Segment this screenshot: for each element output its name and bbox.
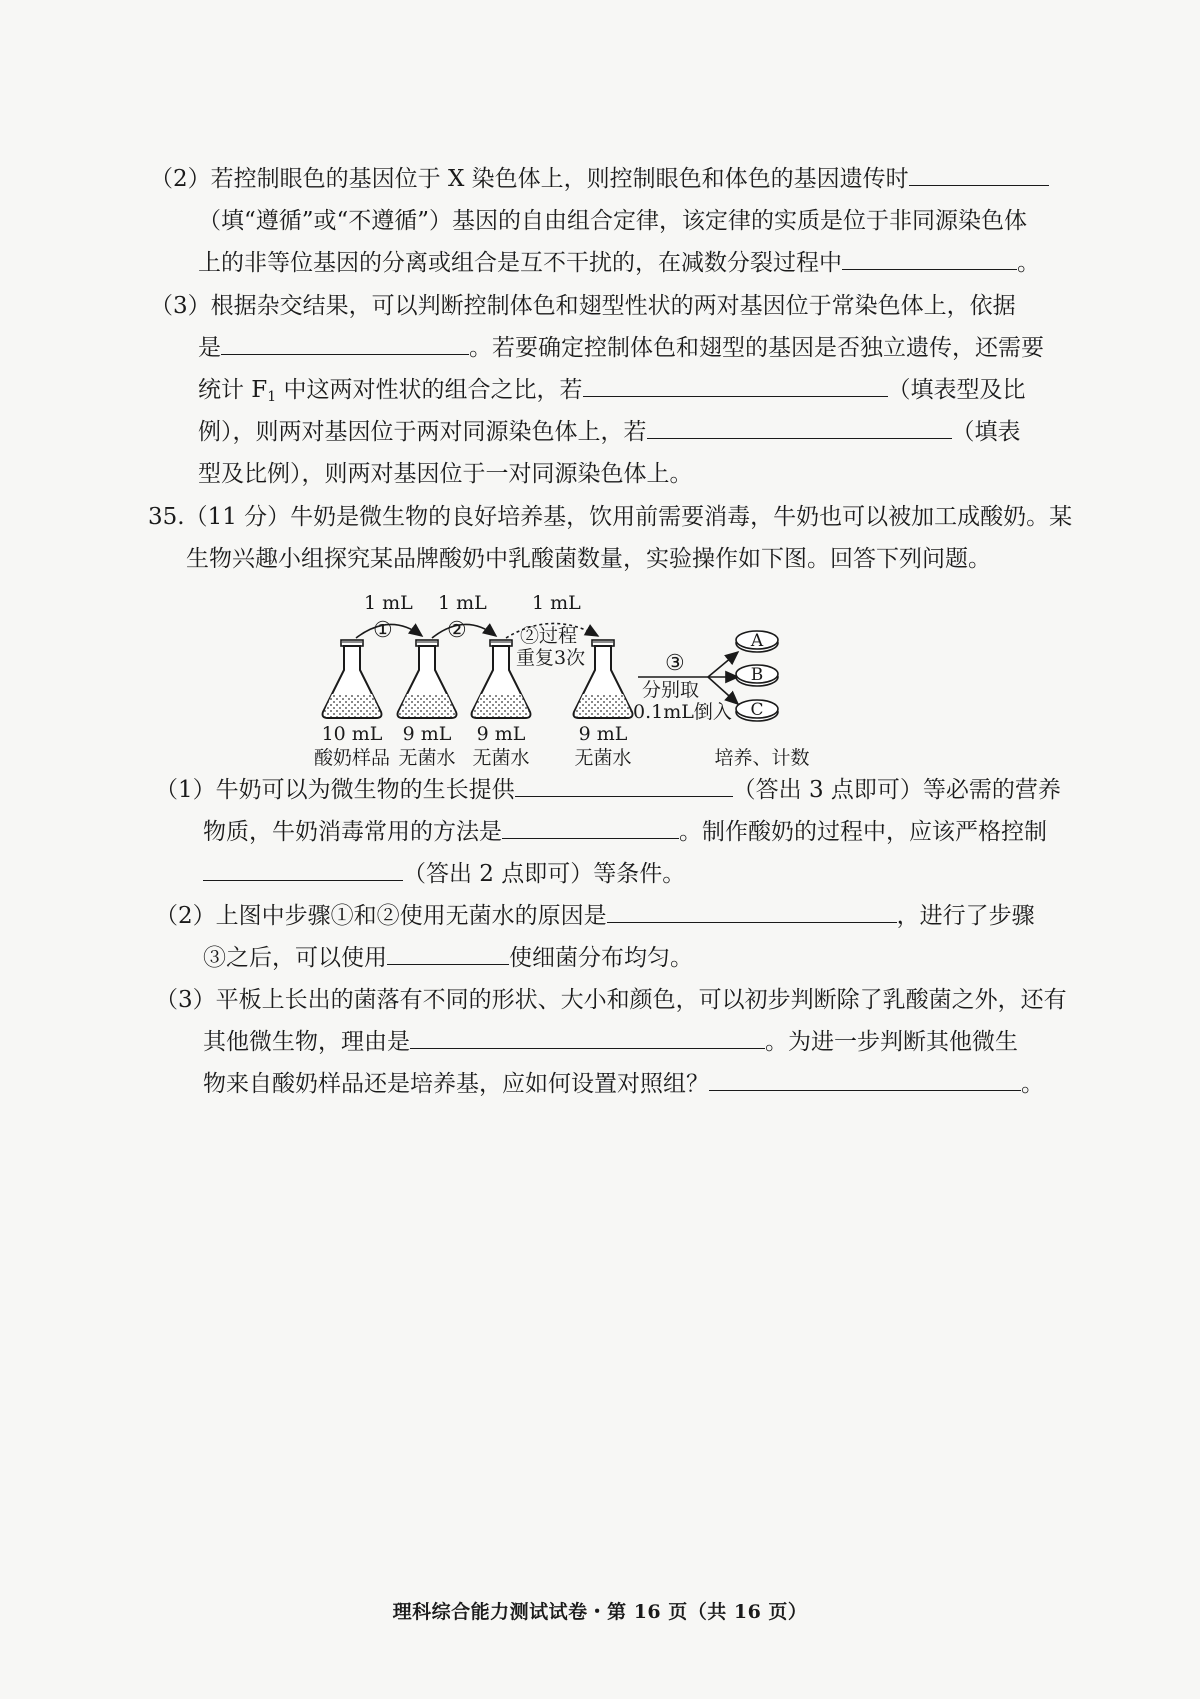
s1-line1-text: （1）牛奶可以为微生物的生长提供 bbox=[155, 777, 515, 803]
s1-line1 bbox=[155, 773, 1061, 807]
answer-blank[interactable] bbox=[583, 374, 888, 397]
s3-line3-text: 物来自酸奶样品还是培养基，应如何设置对照组？ bbox=[203, 1071, 709, 1097]
petri-dish-b bbox=[736, 665, 778, 686]
flask-sterile-water-1 bbox=[398, 640, 457, 718]
answer-blank[interactable] bbox=[709, 1068, 1021, 1091]
step-3-text-line2: 0.1mL倒入 bbox=[633, 701, 732, 723]
s2-line2-text2: 使细菌分布均匀。 bbox=[509, 945, 693, 971]
s3-line2-text: 其他微生物，理由是 bbox=[203, 1029, 410, 1055]
s2-line2-text: ③之后，可以使用 bbox=[203, 945, 387, 971]
q3-line2-text: 是 bbox=[198, 335, 221, 361]
step-2-repeat-line1: ②过程 bbox=[520, 625, 578, 647]
q2-line3 bbox=[198, 246, 1040, 280]
s3-line2 bbox=[203, 1025, 1018, 1059]
q3-line3 bbox=[198, 373, 1026, 414]
step-3-text-line1: 分别取 bbox=[642, 679, 700, 701]
answer-blank[interactable] bbox=[647, 416, 952, 439]
s3-line3 bbox=[203, 1067, 1044, 1101]
q3-line4 bbox=[198, 415, 1021, 449]
q2-line1-text: （2）若控制眼色的基因位于 X 染色体上，则控制眼色和体色的基因遗传时 bbox=[150, 166, 909, 192]
s2-line2 bbox=[203, 941, 693, 975]
answer-blank[interactable] bbox=[607, 900, 897, 923]
flask3-name: 无菌水 bbox=[472, 747, 530, 769]
s1-line2-text2: 。制作酸奶的过程中，应该严格控制 bbox=[679, 819, 1047, 845]
s2-line1 bbox=[155, 899, 1035, 933]
q35-line1: 35.（11 分）牛奶是微生物的良好培养基，饮用前需要消毒，牛奶也可以被加工成酸奶。某 bbox=[148, 504, 1073, 530]
s1-line3 bbox=[203, 857, 685, 891]
q2-line2: （填“遵循”或“不遵循”）基因的自由组合定律，该定律的实质是位于非同源染色体 bbox=[198, 208, 1028, 234]
answer-blank[interactable] bbox=[842, 247, 1017, 270]
q3-line4-text: 例），则两对基因位于两对同源染色体上，若 bbox=[198, 419, 647, 445]
s3-line2-text2: 。为进一步判断其他微生 bbox=[765, 1029, 1018, 1055]
answer-blank[interactable] bbox=[410, 1026, 765, 1049]
q3-line2 bbox=[198, 331, 1044, 365]
q2-line3-end: 。 bbox=[1017, 250, 1040, 276]
transfer-volume-3: 1 mL bbox=[532, 592, 581, 614]
q3-line5: 型及比例），则两对基因位于一对同源染色体上。 bbox=[198, 461, 693, 487]
s1-line3-text: （答出 2 点即可）等条件。 bbox=[403, 861, 686, 887]
flask1-name: 酸奶样品 bbox=[313, 747, 391, 769]
flask4-name: 无菌水 bbox=[574, 747, 632, 769]
q3-line3-text3: （填表型及比 bbox=[887, 377, 1026, 403]
step-2-repeat-line2: 重复3次 bbox=[516, 647, 586, 669]
q3-line3-text2: 中这两对性状的组合之比，若 bbox=[276, 377, 583, 403]
plate-a-label: A bbox=[750, 631, 764, 651]
flask1-volume: 10 mL bbox=[321, 723, 383, 745]
flask2-name: 无菌水 bbox=[398, 747, 456, 769]
answer-blank[interactable] bbox=[387, 942, 509, 965]
step-1-label: ① bbox=[373, 618, 393, 643]
petri-dish-c bbox=[736, 700, 778, 721]
s1-line1-text2: （答出 3 点即可）等必需的营养 bbox=[732, 777, 1061, 803]
answer-blank[interactable] bbox=[221, 332, 469, 355]
step-3-label: ③ bbox=[665, 651, 685, 676]
q3-line1: （3）根据杂交结果，可以判断控制体色和翅型性状的两对基因位于常染色体上，依据 bbox=[150, 293, 1016, 319]
culture-count-label: 培养、计数 bbox=[714, 747, 810, 769]
arrow-to-plate-a bbox=[708, 652, 738, 677]
s3-line3-end: 。 bbox=[1021, 1071, 1044, 1097]
flask-yogurt-sample bbox=[323, 640, 382, 718]
s2-line1-text2: ，进行了步骤 bbox=[896, 903, 1035, 929]
s3-line1: （3）平板上长出的菌落有不同的形状、大小和颜色，可以初步判断除了乳酸菌之外，还有 bbox=[155, 987, 1067, 1013]
answer-blank[interactable] bbox=[515, 774, 733, 797]
s2-line1-text: （2）上图中步骤①和②使用无菌水的原因是 bbox=[155, 903, 607, 929]
plate-c-label: C bbox=[750, 700, 764, 720]
s1-line2 bbox=[203, 815, 1047, 849]
petri-dish-a bbox=[736, 631, 778, 652]
answer-blank[interactable] bbox=[502, 816, 679, 839]
transfer-volume-2: 1 mL bbox=[438, 592, 487, 614]
flask4-volume: 9 mL bbox=[578, 723, 628, 745]
s1-line2-text: 物质，牛奶消毒常用的方法是 bbox=[203, 819, 502, 845]
answer-blank[interactable] bbox=[909, 163, 1049, 186]
flask3-volume: 9 mL bbox=[476, 723, 526, 745]
q3-line3-text: 统计 F bbox=[198, 377, 268, 403]
step-2-label: ② bbox=[447, 618, 467, 643]
q2-line1 bbox=[150, 162, 1049, 196]
page-footer: 理科综合能力测试试卷・第 16 页（共 16 页） bbox=[392, 1601, 808, 1623]
q35-line2: 生物兴趣小组探究某品牌酸奶中乳酸菌数量，实验操作如下图。回答下列问题。 bbox=[186, 546, 991, 572]
q2-line3-text: 上的非等位基因的分离或组合是互不干扰的，在减数分裂过程中 bbox=[198, 250, 842, 276]
q3-line4-text2: （填表 bbox=[951, 419, 1021, 445]
plate-b-label: B bbox=[750, 665, 764, 685]
q3-line2-text2: 。若要确定控制体色和翅型的基因是否独立遗传，还需要 bbox=[469, 335, 1044, 361]
subscript: 1 bbox=[267, 389, 277, 405]
flask2-volume: 9 mL bbox=[402, 723, 452, 745]
answer-blank[interactable] bbox=[203, 858, 403, 881]
arrow-to-plate-c bbox=[708, 677, 738, 704]
transfer-volume-1: 1 mL bbox=[364, 592, 413, 614]
